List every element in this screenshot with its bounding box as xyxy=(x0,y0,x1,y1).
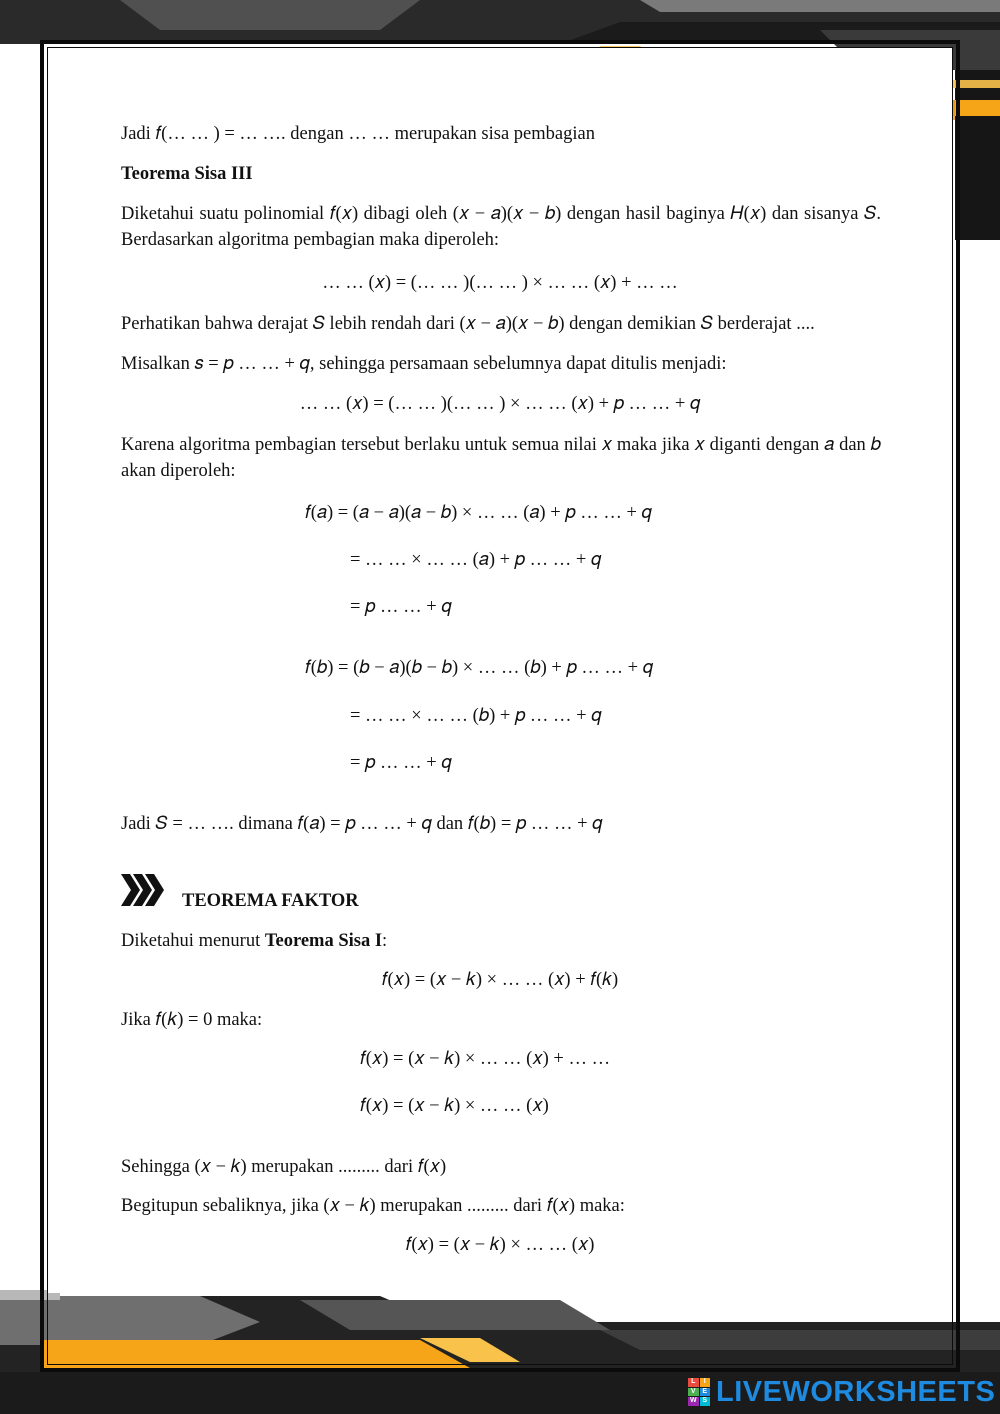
text-line-1: Jadi 𝑓(… … ) = … …. dengan … … merupakan sisa pembagian xyxy=(121,124,595,144)
logo-badge-icon: L I V E W S xyxy=(688,1378,710,1406)
paragraph-diketahui: Diketahui suatu polinomial 𝑓(𝑥) dibagi oleh (𝑥 − 𝑎)(𝑥 − 𝑏) dengan hasil baginya 𝐻(𝑥) dan sisanya 𝑆. Berdasarkan algoritma pembagian maka diperoleh: xyxy=(121,204,881,250)
equation-fa-1: 𝑓(𝑎) = (𝑎 − 𝑎)(𝑎 − 𝑏) × … … (𝑎) + 𝑝 … … + 𝑞 xyxy=(305,503,652,523)
equation-fb-3: = 𝑝 … … + 𝑞 xyxy=(350,753,452,773)
paragraph-karena: Karena algoritma pembagian tersebut berlaku untuk semua nilai 𝑥 maka jika 𝑥 diganti dengan 𝑎 dan 𝑏 akan diperoleh: xyxy=(121,435,881,481)
equation-faktor-3: 𝑓(𝑥) = (𝑥 − 𝑘) × … … (𝑥) xyxy=(360,1096,549,1116)
text-perhatikan: Perhatikan bahwa derajat 𝑆 lebih rendah dari (𝑥 − 𝑎)(𝑥 − 𝑏) dengan demikian 𝑆 berderajat .... xyxy=(121,314,815,334)
equation-fa-2: = … … × … … (𝑎) + 𝑝 … … + 𝑞 xyxy=(350,550,602,570)
text-jika-fk: Jika 𝑓(𝑘) = 0 maka: xyxy=(121,1010,263,1030)
equation-2: … … (𝑥) = (… … )(… … ) × … … (𝑥) + 𝑝 … … + 𝑞 xyxy=(299,394,701,414)
equation-fb-1: 𝑓(𝑏) = (𝑏 − 𝑎)(𝑏 − 𝑏) × … … (𝑏) + 𝑝 … … + 𝑞 xyxy=(305,658,654,678)
logo-text: LIVEWORKSHEETS xyxy=(716,1375,996,1408)
equation-faktor-1: 𝑓(𝑥) = (𝑥 − 𝑘) × … … (𝑥) + 𝑓(𝑘) xyxy=(381,970,619,990)
text-diketahui-prefix: Diketahui menurut xyxy=(121,931,265,951)
equation-1: … … (𝑥) = (… … )(… … ) × … … (𝑥) + … … xyxy=(322,273,678,293)
text-teorema-sisa-1: Teorema Sisa I xyxy=(264,931,383,951)
heading-teorema-sisa-3: Teorema Sisa III xyxy=(121,164,253,184)
text-misalkan: Misalkan 𝑠 = 𝑝 … … + 𝑞, sehingga persamaan sebelumnya dapat ditulis menjadi: xyxy=(121,354,727,374)
text-diketahui-menurut xyxy=(121,928,387,954)
text-begitupun: Begitupun sebaliknya, jika (𝑥 − 𝑘) merupakan ......... dari 𝑓(𝑥) maka: xyxy=(121,1196,625,1216)
equation-faktor-2: 𝑓(𝑥) = (𝑥 − 𝑘) × … … (𝑥) + … … xyxy=(360,1049,611,1069)
equation-fb-2: = … … × … … (𝑏) + 𝑝 … … + 𝑞 xyxy=(350,706,602,726)
text-jadi-s: Jadi 𝑆 = … …. dimana 𝑓(𝑎) = 𝑝 … … + 𝑞 dan 𝑓(𝑏) = 𝑝 … … + 𝑞 xyxy=(121,814,603,834)
text-sehingga: Sehingga (𝑥 − 𝑘) merupakan ......... dari 𝑓(𝑥) xyxy=(121,1157,447,1177)
liveworksheets-logo xyxy=(688,1374,995,1410)
equation-faktor-4: 𝑓(𝑥) = (𝑥 − 𝑘) × … … (𝑥) xyxy=(405,1235,595,1255)
triple-chevron-icon xyxy=(121,872,167,908)
heading-teorema-faktor: TEOREMA FAKTOR xyxy=(182,891,359,911)
equation-fa-3: = 𝑝 … … + 𝑞 xyxy=(350,597,452,617)
text-colon: : xyxy=(382,931,388,951)
